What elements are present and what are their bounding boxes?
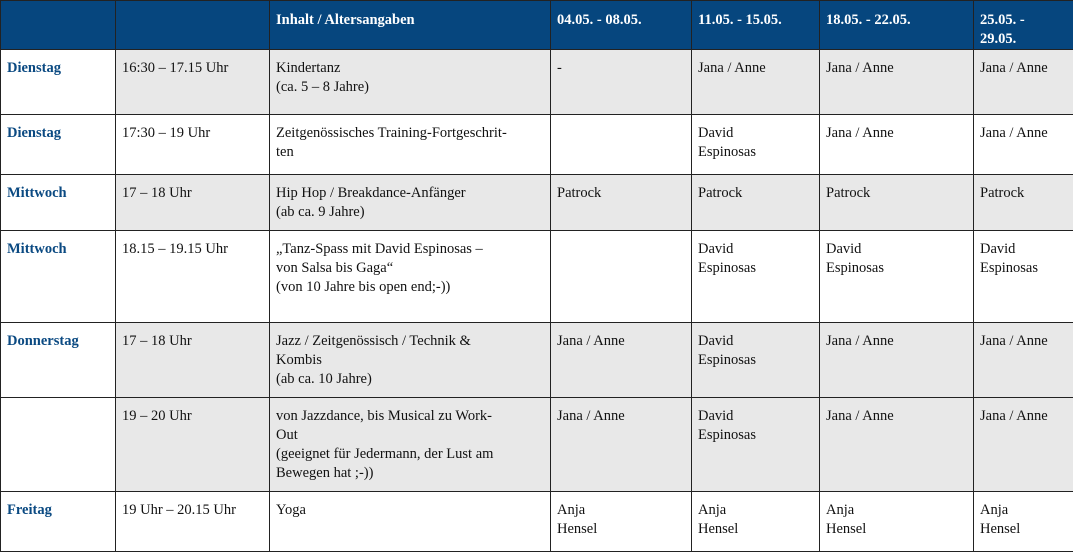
header-week-3: 18.05. - 22.05. (820, 1, 974, 50)
header-row (1, 1, 1073, 50)
time-cell: 16:30 – 17.15 Uhr (116, 50, 270, 115)
week-cell: Jana / Anne (820, 115, 974, 175)
content-cell: Jazz / Zeitgenössisch / Technik & Kombis (ab ca. 10 Jahre) (270, 323, 551, 398)
week-cell: Jana / Anne (692, 50, 820, 115)
week-cell: Jana / Anne (551, 398, 692, 492)
table-row (1, 398, 1073, 492)
week-cell: David Espinosas (692, 231, 820, 323)
week-cell: Jana / Anne (820, 398, 974, 492)
content-cell: Hip Hop / Breakdance-Anfänger (ab ca. 9 Jahre) (270, 175, 551, 231)
day-cell: Freitag (1, 492, 116, 552)
time-cell: 17 – 18 Uhr (116, 175, 270, 231)
day-cell (1, 398, 116, 492)
week-cell: David Espinosas (974, 231, 1073, 323)
table-row (1, 50, 1073, 115)
time-cell: 18.15 – 19.15 Uhr (116, 231, 270, 323)
week-cell: Patrock (551, 175, 692, 231)
header-week-2: 11.05. - 15.05. (692, 1, 820, 50)
table-row (1, 231, 1073, 323)
table-row (1, 175, 1073, 231)
table-row (1, 323, 1073, 398)
day-cell: Dienstag (1, 50, 116, 115)
week-cell: Anja Hensel (974, 492, 1073, 552)
week-cell: Jana / Anne (974, 115, 1073, 175)
week-cell: Anja Hensel (551, 492, 692, 552)
header-week-1: 04.05. - 08.05. (551, 1, 692, 50)
week-cell: Jana / Anne (551, 323, 692, 398)
content-cell: Yoga (270, 492, 551, 552)
table-row (1, 492, 1073, 552)
day-cell: Mittwoch (1, 175, 116, 231)
header-week-4: 25.05. - 29.05. (974, 1, 1073, 50)
content-cell: „Tanz-Spass mit David Espinosas – von Salsa bis Gaga“ (von 10 Jahre bis open end;-)) (270, 231, 551, 323)
header-time (116, 1, 270, 50)
table-row (1, 115, 1073, 175)
header-content: Inhalt / Altersangaben (270, 1, 551, 50)
week-cell: Anja Hensel (692, 492, 820, 552)
week-cell: David Espinosas (692, 398, 820, 492)
time-cell: 19 – 20 Uhr (116, 398, 270, 492)
week-cell: David Espinosas (692, 115, 820, 175)
day-cell: Donnerstag (1, 323, 116, 398)
week-cell (551, 231, 692, 323)
week-cell: Patrock (820, 175, 974, 231)
week-cell: David Espinosas (692, 323, 820, 398)
week-cell: Jana / Anne (820, 50, 974, 115)
week-cell: Patrock (974, 175, 1073, 231)
day-cell: Dienstag (1, 115, 116, 175)
week-cell: David Espinosas (820, 231, 974, 323)
time-cell: 17:30 – 19 Uhr (116, 115, 270, 175)
week-cell: Jana / Anne (974, 323, 1073, 398)
week-cell: Jana / Anne (974, 50, 1073, 115)
time-cell: 17 – 18 Uhr (116, 323, 270, 398)
week-cell (551, 115, 692, 175)
time-cell: 19 Uhr – 20.15 Uhr (116, 492, 270, 552)
content-cell: Kindertanz (ca. 5 – 8 Jahre) (270, 50, 551, 115)
week-cell: Anja Hensel (820, 492, 974, 552)
week-cell: - (551, 50, 692, 115)
content-cell: Zeitgenössisches Training-Fortgeschrit- ten (270, 115, 551, 175)
content-cell: von Jazzdance, bis Musical zu Work- Out (geeignet für Jedermann, der Lust am Bewegen hat ;-)) (270, 398, 551, 492)
week-cell: Jana / Anne (974, 398, 1073, 492)
week-cell: Patrock (692, 175, 820, 231)
week-cell: Jana / Anne (820, 323, 974, 398)
day-cell: Mittwoch (1, 231, 116, 323)
header-day (1, 1, 116, 50)
